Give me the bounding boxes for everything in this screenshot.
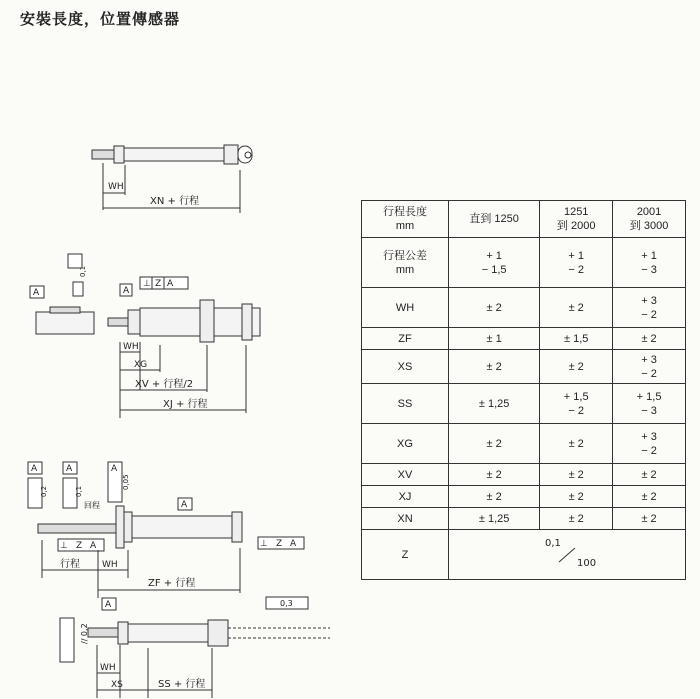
row-value-c1 [449, 424, 540, 464]
row-label [362, 238, 449, 288]
page-title: 安裝長度，位置傳感器 [20, 10, 181, 28]
label-ref-a-7: A [181, 500, 188, 510]
cell-line: − 2 [641, 367, 657, 380]
label-ref-a-9: A [290, 539, 297, 549]
label-tol-01-b: 0,1 [75, 485, 83, 497]
label-ref-a-10: A [105, 600, 112, 610]
row-value-c1 [449, 288, 540, 328]
label-ref-a-5: A [66, 464, 73, 474]
cell-line: − 3 [641, 404, 657, 417]
label-stroke: 行程 [60, 559, 80, 570]
table-row [362, 238, 686, 288]
row-value-c3 [613, 508, 686, 530]
row-value-c2 [540, 464, 613, 486]
cell-line: ± 2 [641, 332, 657, 345]
cell-line: ± 2 [486, 490, 502, 503]
label-ref-a-6: A [111, 464, 118, 474]
cell-line: ± 1,25 [478, 512, 510, 525]
row-label [362, 328, 449, 350]
cell-line: ± 2 [486, 301, 502, 314]
table-row [362, 464, 686, 486]
row-label [362, 350, 449, 384]
row-value-c2 [540, 486, 613, 508]
cell-line: ± 2 [641, 490, 657, 503]
row-value-c3 [613, 486, 686, 508]
label-xn-stroke: XN + 行程 [150, 196, 200, 207]
row-label [362, 508, 449, 530]
cell-line: − 3 [641, 263, 657, 276]
cell-line: XS [397, 360, 413, 373]
row-value-c3 [613, 424, 686, 464]
cell-line: XJ [398, 490, 412, 503]
table-row [362, 384, 686, 424]
header-2001-3000: 2001 到 3000 [613, 201, 686, 238]
row-value-c2 [540, 384, 613, 424]
header-1251-2000: 1251 到 2000 [540, 201, 613, 238]
cell-line: − 2 [641, 444, 657, 457]
row-value-c2 [540, 424, 613, 464]
cell-line: − 1,5 [481, 263, 507, 276]
row-value-c2 [540, 508, 613, 530]
label-perp-2: ⊥ [60, 541, 68, 551]
label-ref-a-3: A [167, 279, 174, 289]
row-value-c3 [613, 288, 686, 328]
label-tol-03: 0,3 [280, 599, 293, 608]
cell-line: XG [397, 437, 413, 450]
label-xg: XG [134, 360, 148, 370]
cell-line: + 1,5 [563, 390, 589, 403]
cell-line: ± 1 [486, 332, 502, 345]
row-label [362, 486, 449, 508]
cell-line: ± 2 [486, 437, 502, 450]
cell-line: + 3 [641, 430, 657, 443]
row-value-c1 [449, 328, 540, 350]
cell-line: ± 2 [568, 301, 584, 314]
cell-line: ± 2 [486, 360, 502, 373]
row-value-c3 [613, 328, 686, 350]
cell-line: XN [397, 512, 413, 525]
row-value-c2 [540, 238, 613, 288]
row-value-c1 [449, 238, 540, 288]
label-ref-a-8: A [90, 541, 97, 551]
row-label [362, 464, 449, 486]
fraction-numerator: 0,1 [545, 538, 561, 549]
cell-line: ± 1,5 [564, 332, 589, 345]
tolerance-table [361, 200, 686, 580]
fraction-z [507, 536, 627, 570]
cell-line: mm [395, 263, 415, 276]
cell-line: + 1,5 [636, 390, 662, 403]
row-value-c1 [449, 486, 540, 508]
row-value-c3 [613, 238, 686, 288]
table-row [362, 350, 686, 384]
row-label [362, 288, 449, 328]
cell-line: + 1 [641, 249, 657, 262]
cell-line: ± 2 [568, 512, 584, 525]
cell-line: − 2 [568, 263, 584, 276]
table-row [362, 508, 686, 530]
label-zf-stroke: ZF + 行程 [148, 578, 196, 589]
cell-line: ± 2 [486, 468, 502, 481]
row-label [362, 424, 449, 464]
row-value-c2 [540, 288, 613, 328]
cell-line: + 3 [641, 353, 657, 366]
label-z-1: Z [155, 279, 162, 289]
row-label [362, 384, 449, 424]
cell-line: WH [395, 301, 415, 314]
cell-line: SS [397, 397, 413, 410]
table-row-z [362, 530, 686, 580]
label-z-2: Z [76, 541, 83, 551]
table-header-row [362, 201, 686, 238]
label-perp-1: ⊥ [143, 279, 151, 289]
row-value-c1 [449, 384, 540, 424]
cell-line: + 3 [641, 294, 657, 307]
label-z-3: Z [276, 539, 283, 549]
fraction-denominator: 100 [577, 558, 597, 569]
cell-line: ± 2 [568, 490, 584, 503]
cell-line: ± 2 [568, 468, 584, 481]
cell-line: XV [397, 468, 413, 481]
label-tol-02: 0,2 [40, 485, 48, 497]
cell-line: ± 2 [641, 512, 657, 525]
label-perp-3: ⊥ [260, 539, 268, 549]
row-label-z: Z [362, 530, 449, 580]
row-value-z [449, 530, 686, 580]
table-row [362, 486, 686, 508]
cell-line: − 2 [641, 308, 657, 321]
label-xv-stroke: XV + 行程/2 [135, 379, 194, 390]
table-row [362, 424, 686, 464]
table-row [362, 288, 686, 328]
row-value-c1 [449, 508, 540, 530]
label-ref-a-4: A [31, 464, 38, 474]
label-wh-4: WH [100, 663, 116, 673]
row-value-c1 [449, 464, 540, 486]
label-wh-3: WH [102, 560, 118, 570]
cell-line: ZF [398, 332, 412, 345]
label-return-stroke: 回程 [84, 501, 100, 510]
cell-line: ± 2 [568, 437, 584, 450]
cell-line: + 1 [486, 249, 502, 262]
cell-line: − 2 [568, 404, 584, 417]
cell-line: 行程公差 [383, 249, 427, 262]
label-parallel-02: // 0,2 [80, 623, 89, 644]
cell-line: ± 2 [641, 468, 657, 481]
label-ref-a-2: A [123, 286, 130, 296]
label-tol-005: 0,05 [122, 474, 130, 490]
cell-line: + 1 [568, 249, 584, 262]
label-xj-stroke: XJ + 行程 [163, 399, 208, 410]
label-xs: XS [111, 680, 123, 690]
cell-line: ± 2 [568, 360, 584, 373]
label-ss-stroke: SS + 行程 [158, 679, 206, 690]
header-stroke-length: 行程長度 mm [362, 201, 449, 238]
header-up-to-1250: 直到 1250 [449, 201, 540, 238]
row-value-c2 [540, 350, 613, 384]
table-row [362, 328, 686, 350]
label-tol-01: 0,1 [79, 265, 87, 277]
cell-line: ± 1,25 [478, 397, 510, 410]
row-value-c3 [613, 350, 686, 384]
label-wh-2: WH [123, 342, 139, 352]
label-ref-a-1: A [33, 288, 40, 298]
row-value-c3 [613, 464, 686, 486]
row-value-c1 [449, 350, 540, 384]
row-value-c3 [613, 384, 686, 424]
label-wh-1: WH [108, 182, 124, 192]
row-value-c2 [540, 328, 613, 350]
